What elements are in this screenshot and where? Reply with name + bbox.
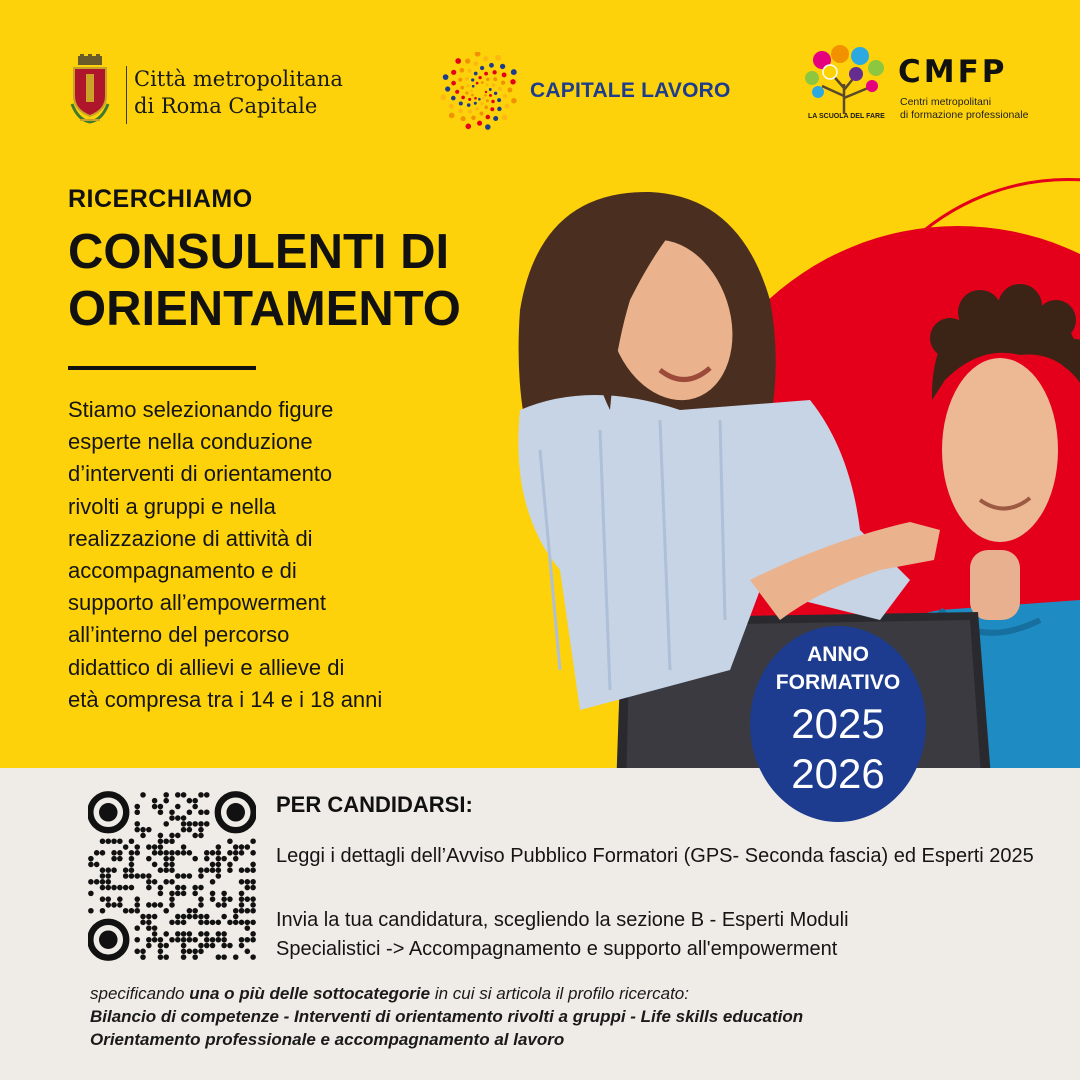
- footnote: [90, 982, 1050, 1051]
- badge-year-start: 2025: [791, 700, 885, 747]
- description: [68, 394, 488, 716]
- logo-citta-metropolitana: [68, 50, 368, 130]
- description-line: esperte nella conduzione: [68, 429, 313, 455]
- cmfp-tree-icon: [800, 44, 890, 116]
- capitale-lavoro-text: CAPITALE LAVORO: [530, 79, 731, 102]
- badge-year-end: 2026: [791, 750, 885, 797]
- logo-roma-line1: Città metropolitana: [134, 67, 343, 91]
- cmfp-sub-line1: Centri metropolitani: [900, 96, 992, 108]
- headline-line1: CONSULENTI DI: [68, 225, 450, 279]
- description-line: didattico di allievi e allieve di: [68, 654, 345, 680]
- description-line: all’interno del percorso: [68, 622, 290, 648]
- academic-year-badge: [750, 626, 926, 822]
- description-line: Stiamo selezionando figure: [68, 397, 334, 422]
- logo-roma-text: [134, 66, 343, 120]
- footnote-subcategories-2: Orientamento professionale e accompagnamento al lavoro: [90, 1030, 565, 1049]
- title-underline: [68, 366, 256, 370]
- footnote-intro: [90, 982, 1050, 1005]
- logo-divider: [126, 66, 127, 124]
- apply-step-1: Leggi i dettagli dell’Avviso Pubblico Formatori (GPS- Seconda fascia) ed Esperti 2025: [276, 845, 1034, 867]
- cmfp-title: CMFP: [898, 54, 1008, 90]
- cmfp-sub-line2: di formazione professionale: [900, 109, 1029, 121]
- apply-step-2-line2: Specialistici -> Accompagnamento e supporto all'empowerment: [276, 938, 838, 960]
- capitale-lavoro-dots-icon: [440, 52, 520, 132]
- qr-code[interactable]: [88, 790, 256, 962]
- description-line: rivolti a gruppi e nella: [68, 493, 276, 519]
- description-line: accompagnamento e di: [68, 558, 297, 584]
- description-line: realizzazione di attività di: [68, 525, 313, 551]
- roma-crest-icon: [68, 54, 112, 126]
- logo-cmfp: [800, 44, 1050, 134]
- logo-roma-line2: di Roma Capitale: [134, 94, 318, 118]
- footnote-subcategories-1: Bilancio di competenze - Interventi di orientamento rivolti a gruppi - Life skills education: [90, 1007, 804, 1026]
- kicker: RICERCHIAMO: [68, 185, 253, 213]
- apply-step-2: [276, 906, 1036, 964]
- badge-line1: ANNO: [807, 643, 869, 666]
- badge-line2: FORMATIVO: [775, 671, 901, 694]
- footnote-intro-bold: una o più delle sottocategorie: [189, 984, 431, 1003]
- cmfp-tagline: LA SCUOLA DEL FARE: [808, 113, 885, 120]
- apply-step-2-line1: Invia la tua candidatura, scegliendo la sezione B - Esperti Moduli: [276, 909, 849, 931]
- footnote-intro-a: specificando: [90, 984, 190, 1003]
- description-line: età compresa tra i 14 e i 18 anni: [68, 686, 383, 712]
- description-line: supporto all’empowerment: [68, 590, 327, 616]
- page-title: [68, 224, 461, 338]
- headline-line2: ORIENTAMENTO: [68, 282, 461, 336]
- logo-capitale-lavoro: [440, 52, 740, 132]
- footnote-intro-b: in cui si articola il profilo ricercato:: [430, 984, 689, 1003]
- apply-title: PER CANDIDARSI:: [276, 792, 473, 817]
- cmfp-subtitle: [900, 96, 1028, 122]
- description-line: d’interventi di orientamento: [68, 461, 333, 487]
